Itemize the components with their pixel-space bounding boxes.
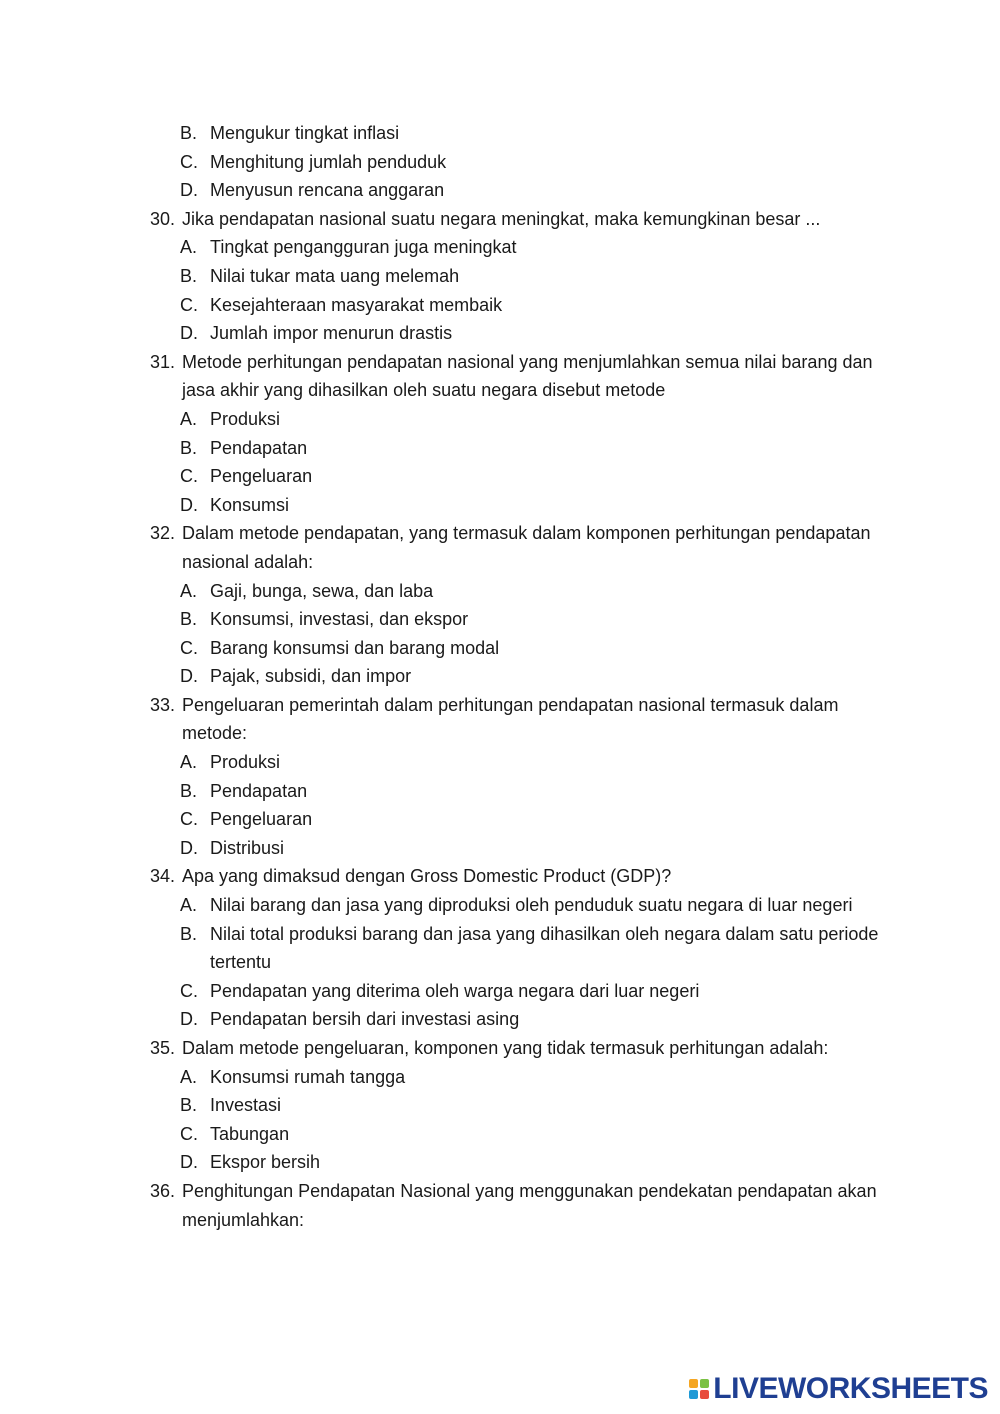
question-list <box>150 205 890 1234</box>
option-text: Jumlah impor menurun drastis <box>210 323 453 344</box>
option-letter: D. <box>180 1152 198 1173</box>
option-letter: A. <box>180 237 198 258</box>
question-text: Pengeluaran pemerintah dalam perhitungan pendapatan nasional termasuk dalam metode: <box>182 694 839 744</box>
option-letter: B. <box>180 123 198 143</box>
answer-options <box>150 233 890 347</box>
option-text: Pendapatan bersih dari investasi asing <box>210 1009 520 1030</box>
option-letter: D. <box>180 494 198 515</box>
answer-options <box>150 891 890 1034</box>
option-letter: B. <box>180 609 198 630</box>
option-text: Menghitung jumlah penduduk <box>210 151 447 172</box>
question-number: 31. <box>150 351 176 372</box>
option-d <box>150 1005 890 1034</box>
option-letter: D. <box>180 180 198 201</box>
option-text: Pengeluaran <box>210 466 313 487</box>
option-letter: A. <box>180 895 198 916</box>
option-a <box>150 891 890 920</box>
option-text: Ekspor bersih <box>210 1152 321 1173</box>
answer-options <box>150 1063 890 1177</box>
question-number: 30. <box>150 208 176 229</box>
question-32 <box>150 519 890 576</box>
question-text: Dalam metode pendapatan, yang termasuk dalam komponen perhitungan pendapatan nasional adalah: <box>182 523 871 572</box>
option-b <box>150 605 890 634</box>
option-c <box>150 805 890 834</box>
intro-options <box>150 119 890 205</box>
question-number: 32. <box>150 523 176 544</box>
question-number: 34. <box>150 866 176 887</box>
option-c <box>150 1120 890 1149</box>
question-text: Penghitungan Pendapatan Nasional yang menggunakan pendekatan pendapatan akan menjumlahkan: <box>182 1180 877 1230</box>
option-text: Pendapatan <box>210 437 308 458</box>
option-c <box>150 977 890 1006</box>
option-text: Menyusun rencana anggaran <box>210 180 445 201</box>
question-34 <box>150 862 890 891</box>
question-31 <box>150 348 890 405</box>
option-letter: B. <box>180 1095 198 1116</box>
question-text: Apa yang dimaksud dengan Gross Domestic Product (GDP)? <box>182 866 672 887</box>
option-letter: A. <box>180 1066 198 1087</box>
option-text: Pengeluaran <box>210 809 313 830</box>
option-letter: C. <box>180 1123 198 1144</box>
option-text: Nilai total produksi barang dan jasa yang dihasilkan oleh negara dalam satu periode tertentu <box>210 923 879 973</box>
answer-options <box>150 577 890 691</box>
option-d <box>150 834 890 863</box>
option-letter: D. <box>180 323 198 344</box>
question-33 <box>150 691 890 748</box>
option-letter: C. <box>180 466 198 487</box>
brand-text: LIVEWORKSHEETS <box>713 1372 988 1405</box>
option-b <box>150 119 890 148</box>
option-b <box>150 434 890 463</box>
question-text: Metode perhitungan pendapatan nasional yang menjumlahkan semua nilai barang dan jasa akhir yang dihasilkan oleh suatu negara disebut metode <box>182 351 873 401</box>
option-text: Kesejahteraan masyarakat membaik <box>210 294 503 315</box>
logo-square-2 <box>700 1379 709 1388</box>
option-a <box>150 577 890 606</box>
option-letter: A. <box>180 408 198 429</box>
option-text: Produksi <box>210 752 281 773</box>
option-a <box>150 1063 890 1092</box>
option-a <box>150 405 890 434</box>
logo-square-3 <box>689 1390 698 1399</box>
option-d <box>150 1148 890 1177</box>
logo-square-1 <box>689 1379 698 1388</box>
option-text: Barang konsumsi dan barang modal <box>210 637 500 658</box>
question-text: Dalam metode pengeluaran, komponen yang tidak termasuk perhitungan adalah: <box>182 1038 829 1058</box>
option-text: Konsumsi rumah tangga <box>210 1066 406 1087</box>
option-text: Distribusi <box>210 837 285 858</box>
question-36 <box>150 1177 890 1234</box>
option-text: Pendapatan yang diterima oleh warga negara dari luar negeri <box>210 980 700 1001</box>
option-c <box>150 291 890 320</box>
option-text: Nilai barang dan jasa yang diproduksi oleh penduduk suatu negara di luar negeri <box>210 895 853 916</box>
logo-square-4 <box>700 1390 709 1399</box>
option-text: Pajak, subsidi, dan impor <box>210 666 412 687</box>
option-a <box>150 233 890 262</box>
option-d <box>150 491 890 520</box>
option-letter: B. <box>180 437 198 458</box>
option-c <box>150 634 890 663</box>
question-30 <box>150 205 890 234</box>
option-b <box>150 920 890 977</box>
option-a <box>150 748 890 777</box>
option-b <box>150 777 890 806</box>
option-c <box>150 462 890 491</box>
option-d <box>150 662 890 691</box>
option-letter: A. <box>180 752 198 773</box>
option-b <box>150 1091 890 1120</box>
option-text: Gaji, bunga, sewa, dan laba <box>210 580 434 601</box>
option-text: Tabungan <box>210 1123 290 1144</box>
option-text: Investasi <box>210 1095 282 1116</box>
question-number: 36. <box>150 1180 176 1201</box>
option-letter: D. <box>180 1009 198 1030</box>
option-letter: A. <box>180 580 198 601</box>
option-text: Konsumsi, investasi, dan ekspor <box>210 609 469 630</box>
option-letter: D. <box>180 837 198 858</box>
question-35 <box>150 1034 890 1063</box>
answer-options <box>150 748 890 862</box>
option-letter: C. <box>180 809 198 830</box>
option-text: Konsumsi <box>210 494 290 515</box>
option-text: Produksi <box>210 408 281 429</box>
option-b <box>150 262 890 291</box>
option-c <box>150 148 890 177</box>
question-number: 35. <box>150 1038 176 1058</box>
answer-options <box>150 405 890 519</box>
question-number: 33. <box>150 694 176 715</box>
option-d <box>150 176 890 205</box>
option-letter: D. <box>180 666 198 687</box>
option-letter: B. <box>180 780 198 801</box>
logo-mark-icon <box>689 1379 709 1399</box>
option-text: Mengukur tingkat inflasi <box>210 123 400 143</box>
option-letter: C. <box>180 637 198 658</box>
option-letter: C. <box>180 151 198 172</box>
question-text: Jika pendapatan nasional suatu negara meningkat, maka kemungkinan besar ... <box>182 208 821 229</box>
option-letter: C. <box>180 294 198 315</box>
worksheet <box>150 119 890 1234</box>
option-letter: C. <box>180 980 198 1001</box>
option-letter: B. <box>180 265 198 286</box>
option-text: Pendapatan <box>210 780 308 801</box>
liveworksheets-logo <box>689 1374 988 1404</box>
option-text: Tingkat pengangguran juga meningkat <box>210 237 517 258</box>
option-d <box>150 319 890 348</box>
option-text: Nilai tukar mata uang melemah <box>210 265 460 286</box>
option-letter: B. <box>180 923 198 944</box>
